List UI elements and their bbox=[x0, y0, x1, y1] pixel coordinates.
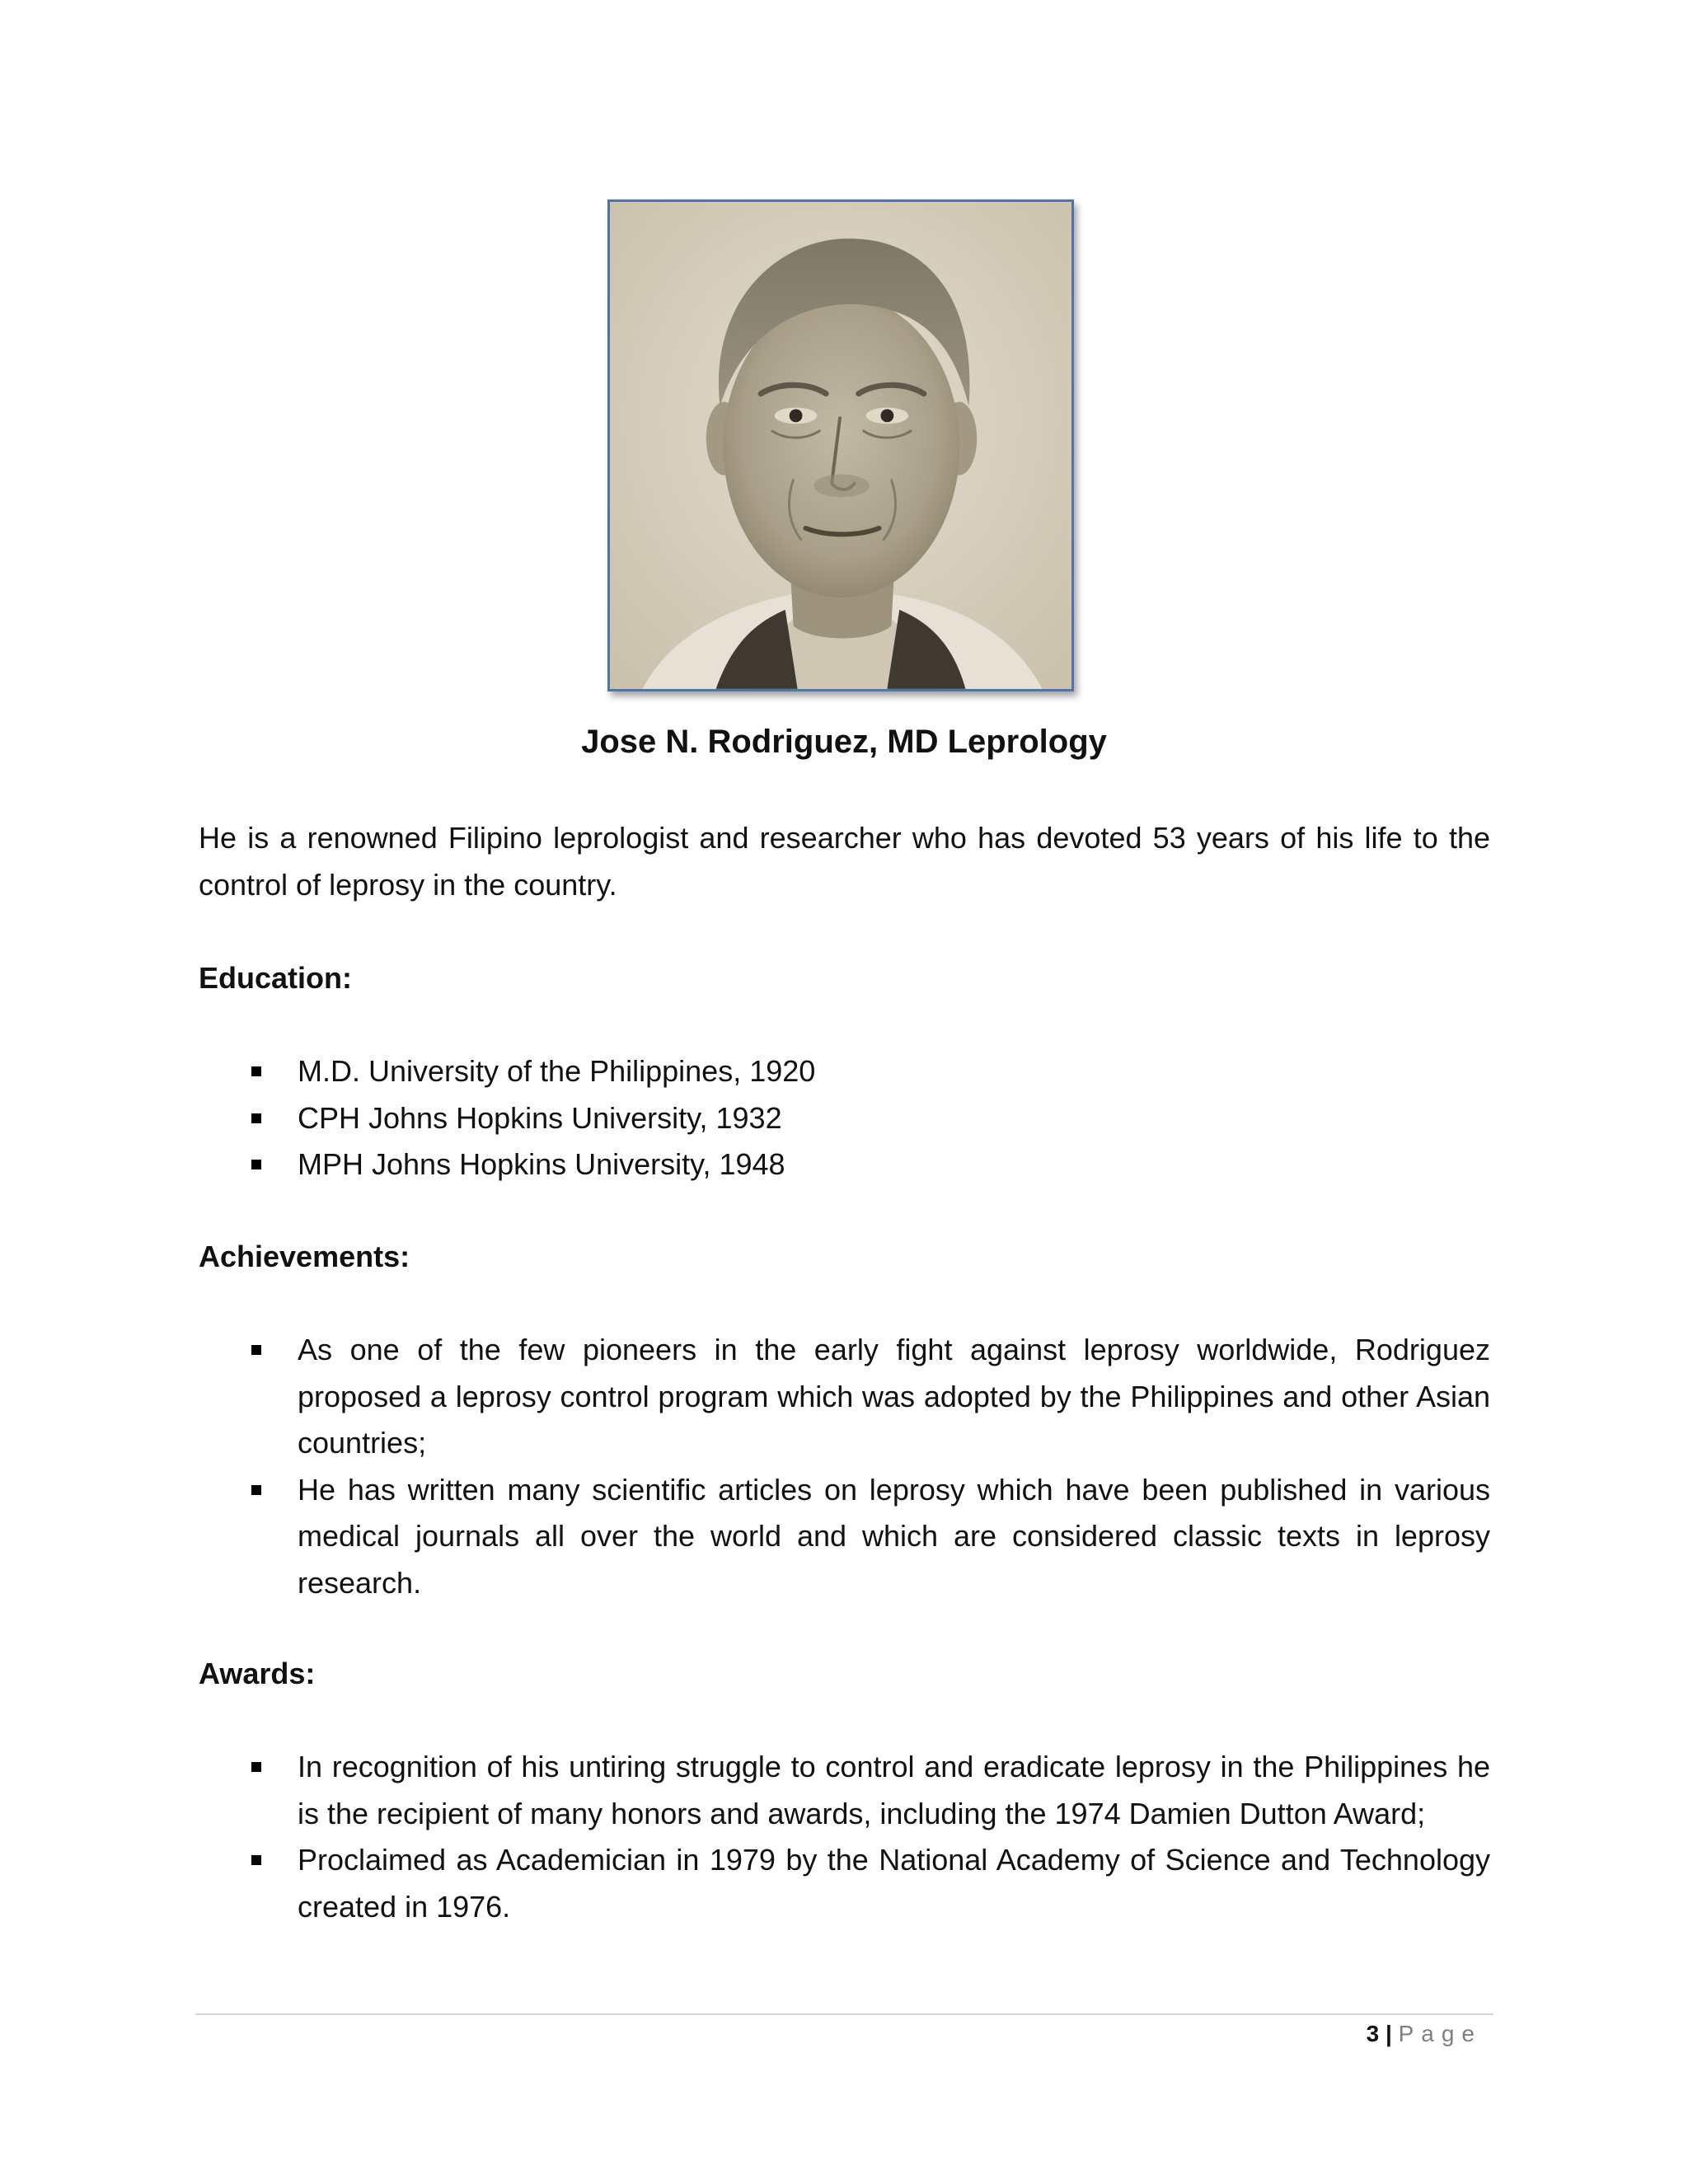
achievements-list bbox=[199, 1327, 1490, 1606]
page-label: Page bbox=[1398, 2021, 1482, 2046]
education-list bbox=[199, 1048, 1490, 1188]
list-item bbox=[199, 1095, 1490, 1142]
page-number: 3 bbox=[1366, 2021, 1380, 2046]
list-item-text: CPH Johns Hopkins University, 1932 bbox=[298, 1100, 782, 1135]
list-item-text: MPH Johns Hopkins University, 1948 bbox=[298, 1147, 785, 1181]
square-bullet-icon bbox=[251, 1345, 261, 1355]
education-heading: Education: bbox=[199, 961, 352, 995]
list-item-text: M.D. University of the Philippines, 1920 bbox=[298, 1054, 816, 1088]
list-item bbox=[199, 1467, 1490, 1607]
square-bullet-icon bbox=[251, 1762, 261, 1772]
list-item-text: He has written many scientific articles on leprosy which have been published in various medical journals all over the world and which are considered classic texts in leprosy research. bbox=[298, 1472, 1490, 1600]
footer-divider bbox=[195, 2013, 1493, 2015]
square-bullet-icon bbox=[251, 1485, 261, 1495]
square-bullet-icon bbox=[251, 1855, 261, 1865]
square-bullet-icon bbox=[251, 1113, 261, 1123]
portrait-photo bbox=[607, 199, 1074, 691]
list-item-text: Proclaimed as Academician in 1979 by the National Academy of Science and Technology created in 1976. bbox=[298, 1843, 1490, 1924]
list-item bbox=[199, 1744, 1490, 1837]
list-item bbox=[199, 1141, 1490, 1188]
square-bullet-icon bbox=[251, 1160, 261, 1169]
list-item-text: In recognition of his untiring struggle to control and eradicate leprosy in the Philippines he is the recipient of many honors and awards, including the 1974 Damien Dutton Award; bbox=[298, 1750, 1490, 1830]
awards-heading: Awards: bbox=[199, 1657, 316, 1690]
footer-separator: | bbox=[1385, 2021, 1392, 2046]
list-item bbox=[199, 1048, 1490, 1095]
list-item bbox=[199, 1837, 1490, 1930]
list-item bbox=[199, 1327, 1490, 1467]
portrait-image bbox=[610, 202, 1071, 689]
page-title: Jose N. Rodriguez, MD Leprology bbox=[581, 724, 1107, 760]
square-bullet-icon bbox=[251, 1066, 261, 1076]
intro-paragraph: He is a renowned Filipino leprologist and researcher who has devoted 53 years of his life to the control of leprosy in the country. bbox=[199, 821, 1490, 902]
list-item-text: As one of the few pioneers in the early fight against leprosy worldwide, Rodriguez proposed a leprosy control program which was adopted by the Philippines and other Asian countries; bbox=[298, 1333, 1490, 1460]
awards-list bbox=[199, 1744, 1490, 1930]
page-footer bbox=[1367, 2018, 1482, 2050]
achievements-heading: Achievements: bbox=[199, 1240, 410, 1273]
